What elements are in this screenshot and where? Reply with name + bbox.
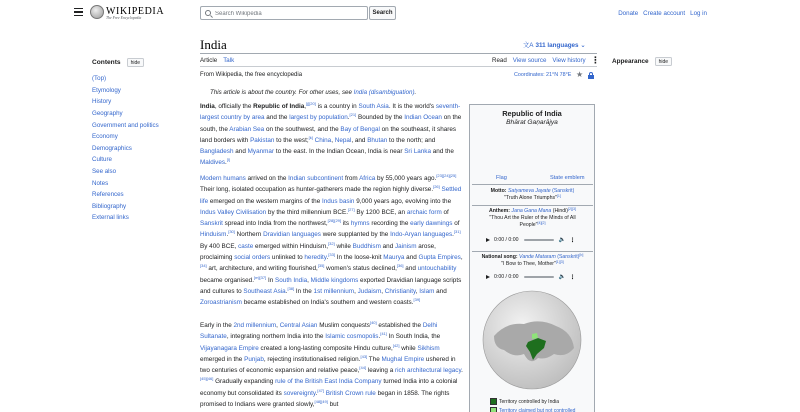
legend-controlled: Territory controlled by India	[490, 398, 559, 405]
swatch-claimed	[490, 407, 497, 412]
toc-item-etymology[interactable]: Etymology	[92, 86, 121, 94]
toc-item-top[interactable]: (Top)	[92, 75, 107, 83]
tabs-divider	[200, 66, 597, 67]
lock-icon[interactable]	[588, 72, 594, 79]
anthem-translation: "Thou Art the Ruler of the Minds of All People"[4][2]	[489, 215, 576, 228]
disambiguation-link[interactable]: India (disambiguation)	[353, 89, 415, 96]
paragraph-history: Modern humans arrived on the Indian subcontinent from Africa by 55,000 years ago.[23][24][25] Their long, isolated occupation as hunter-gatherers made the region highly diverse.[26] Settled life emerged on the western margins of the Indus basin 9,000 years ago, evolving into the Indus Valley Civilisation by the third millennium BCE.[27] By 1200 BCE, an archaic form of Sanskrit spread into India from the northwest,[28][29] its hymns recording the early dawnings of Hinduism.[30] Northern Dravidian languages were supplanted by the Indo-Aryan languages.[31] By 400 BCE, caste emerged within Hinduism,[32] while Buddhism and Jainism arose, proclaiming social orders unlinked to heredity.[33] In the loose-knit Maurya and Gupta Empires,[34] art, architecture, and writing flourished,[35] women's status declined,[36] and untouchability became organised.[m][37] In South India, Middle kingdoms exported Dravidian language scripts and cultures to Southeast Asia.[38] In the 1st millennium, Judaism, Christianity, Islam and Zoroastrianism became established on India's southern and western coasts.[39]	[200, 173, 463, 307]
tab-article[interactable]: Article	[200, 57, 217, 67]
appearance-title: Appearance	[612, 58, 649, 66]
donate-link[interactable]: Donate	[618, 10, 639, 17]
anthem-line: Anthem: Jana Gana Mana (Hindi)[2][3]	[488, 207, 577, 214]
view-tabs	[492, 57, 592, 64]
page-title: India	[200, 37, 227, 52]
swatch-controlled	[490, 398, 497, 405]
tab-view-source[interactable]: View source	[512, 57, 547, 64]
toc-item-external-links[interactable]: External links	[92, 214, 129, 222]
flag-image[interactable]	[478, 129, 530, 173]
state-emblem-image[interactable]	[536, 129, 588, 173]
toc-item-economy[interactable]: Economy	[92, 133, 118, 141]
search-input[interactable]	[215, 9, 365, 18]
volume-icon[interactable]: 🔈	[558, 274, 566, 280]
toc-hide-button[interactable]: hide	[127, 58, 144, 67]
volume-icon[interactable]: 🔈	[558, 237, 566, 243]
namespace-tabs	[200, 57, 240, 64]
toc-title: Contents	[92, 59, 121, 67]
orthographic-map[interactable]	[480, 288, 584, 392]
site-header	[0, 0, 800, 28]
languages-button[interactable]	[523, 40, 586, 49]
from-wikipedia: From Wikipedia, the free encyclopedia	[200, 72, 303, 78]
hatnote-end: .	[414, 89, 417, 96]
audio-seek-bar[interactable]	[524, 239, 554, 241]
wikipedia-wordmark[interactable]: WIKIPEDIA	[106, 6, 165, 17]
infobox-divider	[472, 184, 593, 185]
tab-read[interactable]: Read	[492, 57, 507, 67]
wikipedia-globe-icon[interactable]	[90, 5, 104, 19]
chevron-down-icon: ⌄	[580, 42, 586, 49]
toc-item-references[interactable]: References	[92, 191, 124, 199]
flag-caption[interactable]: Flag	[496, 175, 507, 181]
user-links	[613, 10, 707, 17]
hatnote	[210, 89, 416, 96]
title-divider	[200, 53, 597, 54]
toc-item-culture[interactable]: Culture	[92, 156, 112, 164]
legend-claimed: Territory claimed but not controlled	[490, 407, 575, 412]
song-translation: "I Bow to Thee, Mother"[1][3]	[501, 260, 564, 267]
log-in-link[interactable]: Log in	[690, 10, 707, 17]
languages-label: 311 languages	[535, 42, 579, 49]
paragraph-intro: India, officially the Republic of India,[j][20] is a country in South Asia. It is the world's seventh-largest country by area and the largest by population.[21] Bounded by the Indian Ocean on the south, the Arabian Sea on the southwest, and the Bay of Bengal on the southeast, it shares land borders with Pakistan to the west;[k] China, Nepal, and Bhutan to the north; and Bangladesh and Myanmar to the east. In the Indian Ocean, India is near Sri Lanka and the Maldives.[l]	[200, 101, 462, 167]
appearance-hide-button[interactable]: hide	[655, 57, 672, 66]
toc-item-geography[interactable]: Geography	[92, 109, 123, 117]
search-button[interactable]: Search	[369, 6, 396, 20]
toc-item-see-also[interactable]: See also	[92, 167, 117, 175]
infobox-title: Republic of India	[502, 109, 562, 118]
wikipedia-tagline: The Free Encyclopedia	[106, 16, 142, 20]
toc-item-notes[interactable]: Notes	[92, 179, 109, 187]
audio-more-icon[interactable]: ⋮	[569, 237, 576, 244]
audio-more-icon[interactable]: ⋮	[569, 274, 576, 281]
play-icon[interactable]	[486, 238, 490, 242]
country-infobox	[469, 104, 595, 412]
tab-view-history[interactable]: View history	[552, 57, 586, 64]
motto-line: Motto: Satyameva Jayate (Sanskrit)	[490, 188, 575, 194]
toc-item-bibliography[interactable]: Bibliography	[92, 202, 127, 210]
infobox-divider	[472, 205, 593, 206]
audio-time: 0:00 / 0:00	[494, 237, 519, 243]
anthem-audio-player[interactable]	[486, 235, 581, 245]
search-icon	[205, 10, 211, 16]
toc-item-demographics[interactable]: Demographics	[92, 144, 132, 152]
play-icon[interactable]	[486, 275, 490, 279]
hatnote-text: This article is about the country. For other uses, see	[210, 89, 354, 96]
more-tools-icon[interactable]: ⋮	[591, 55, 600, 65]
coordinates-link[interactable]: Coordinates: 21°N 78°E	[514, 72, 572, 78]
toc-item-history[interactable]: History	[92, 98, 112, 106]
globe-map-icon	[480, 288, 584, 392]
infobox-divider	[472, 251, 593, 252]
translate-icon: 文A	[523, 42, 534, 49]
song-line: National song: Vande Mataram (Sanskrit)[b]	[481, 253, 584, 260]
paragraph-medieval: Early in the 2nd millennium, Central Asian Muslim conquests[40] established the Delhi Sultanate, integrating northern India into the Islamic cosmopolis.[41] In South India, the Vijayanagara Empire created a long-lasting composite Hindu culture,[42] while Sikhism emerged in the Punjab, rejecting institutionalised religion.[43] The Mughal Empire ushered in two centuries of economic expansion and relative peace,[44] leaving a rich architectural legacy.[45][46] Gradually expanding rule of the British East India Company turned India into a colonial economy but consolidated its sovereignty.[47] British Crown rule began in 1858. The rights promised to Indians were granted slowly,[48][49] but	[200, 320, 463, 409]
table-of-contents	[92, 58, 192, 224]
emblem-caption[interactable]: State emblem	[550, 175, 585, 181]
create-account-link[interactable]: Create account	[643, 10, 686, 17]
audio-seek-bar[interactable]	[524, 276, 554, 278]
main-menu-icon[interactable]	[74, 8, 83, 16]
watch-star-icon[interactable]: ★	[576, 70, 584, 79]
song-audio-player[interactable]	[486, 272, 581, 282]
infobox-subtitle: Bhārat Gaṇarājya	[506, 119, 558, 126]
appearance-panel	[612, 57, 672, 66]
infobox-images	[474, 129, 591, 181]
audio-time: 0:00 / 0:00	[494, 274, 519, 280]
motto-translation: "Truth Alone Triumphs"[1]	[504, 194, 561, 201]
search-box	[200, 6, 368, 20]
toc-item-government[interactable]: Government and politics	[92, 121, 159, 129]
tab-talk[interactable]: Talk	[223, 57, 235, 64]
